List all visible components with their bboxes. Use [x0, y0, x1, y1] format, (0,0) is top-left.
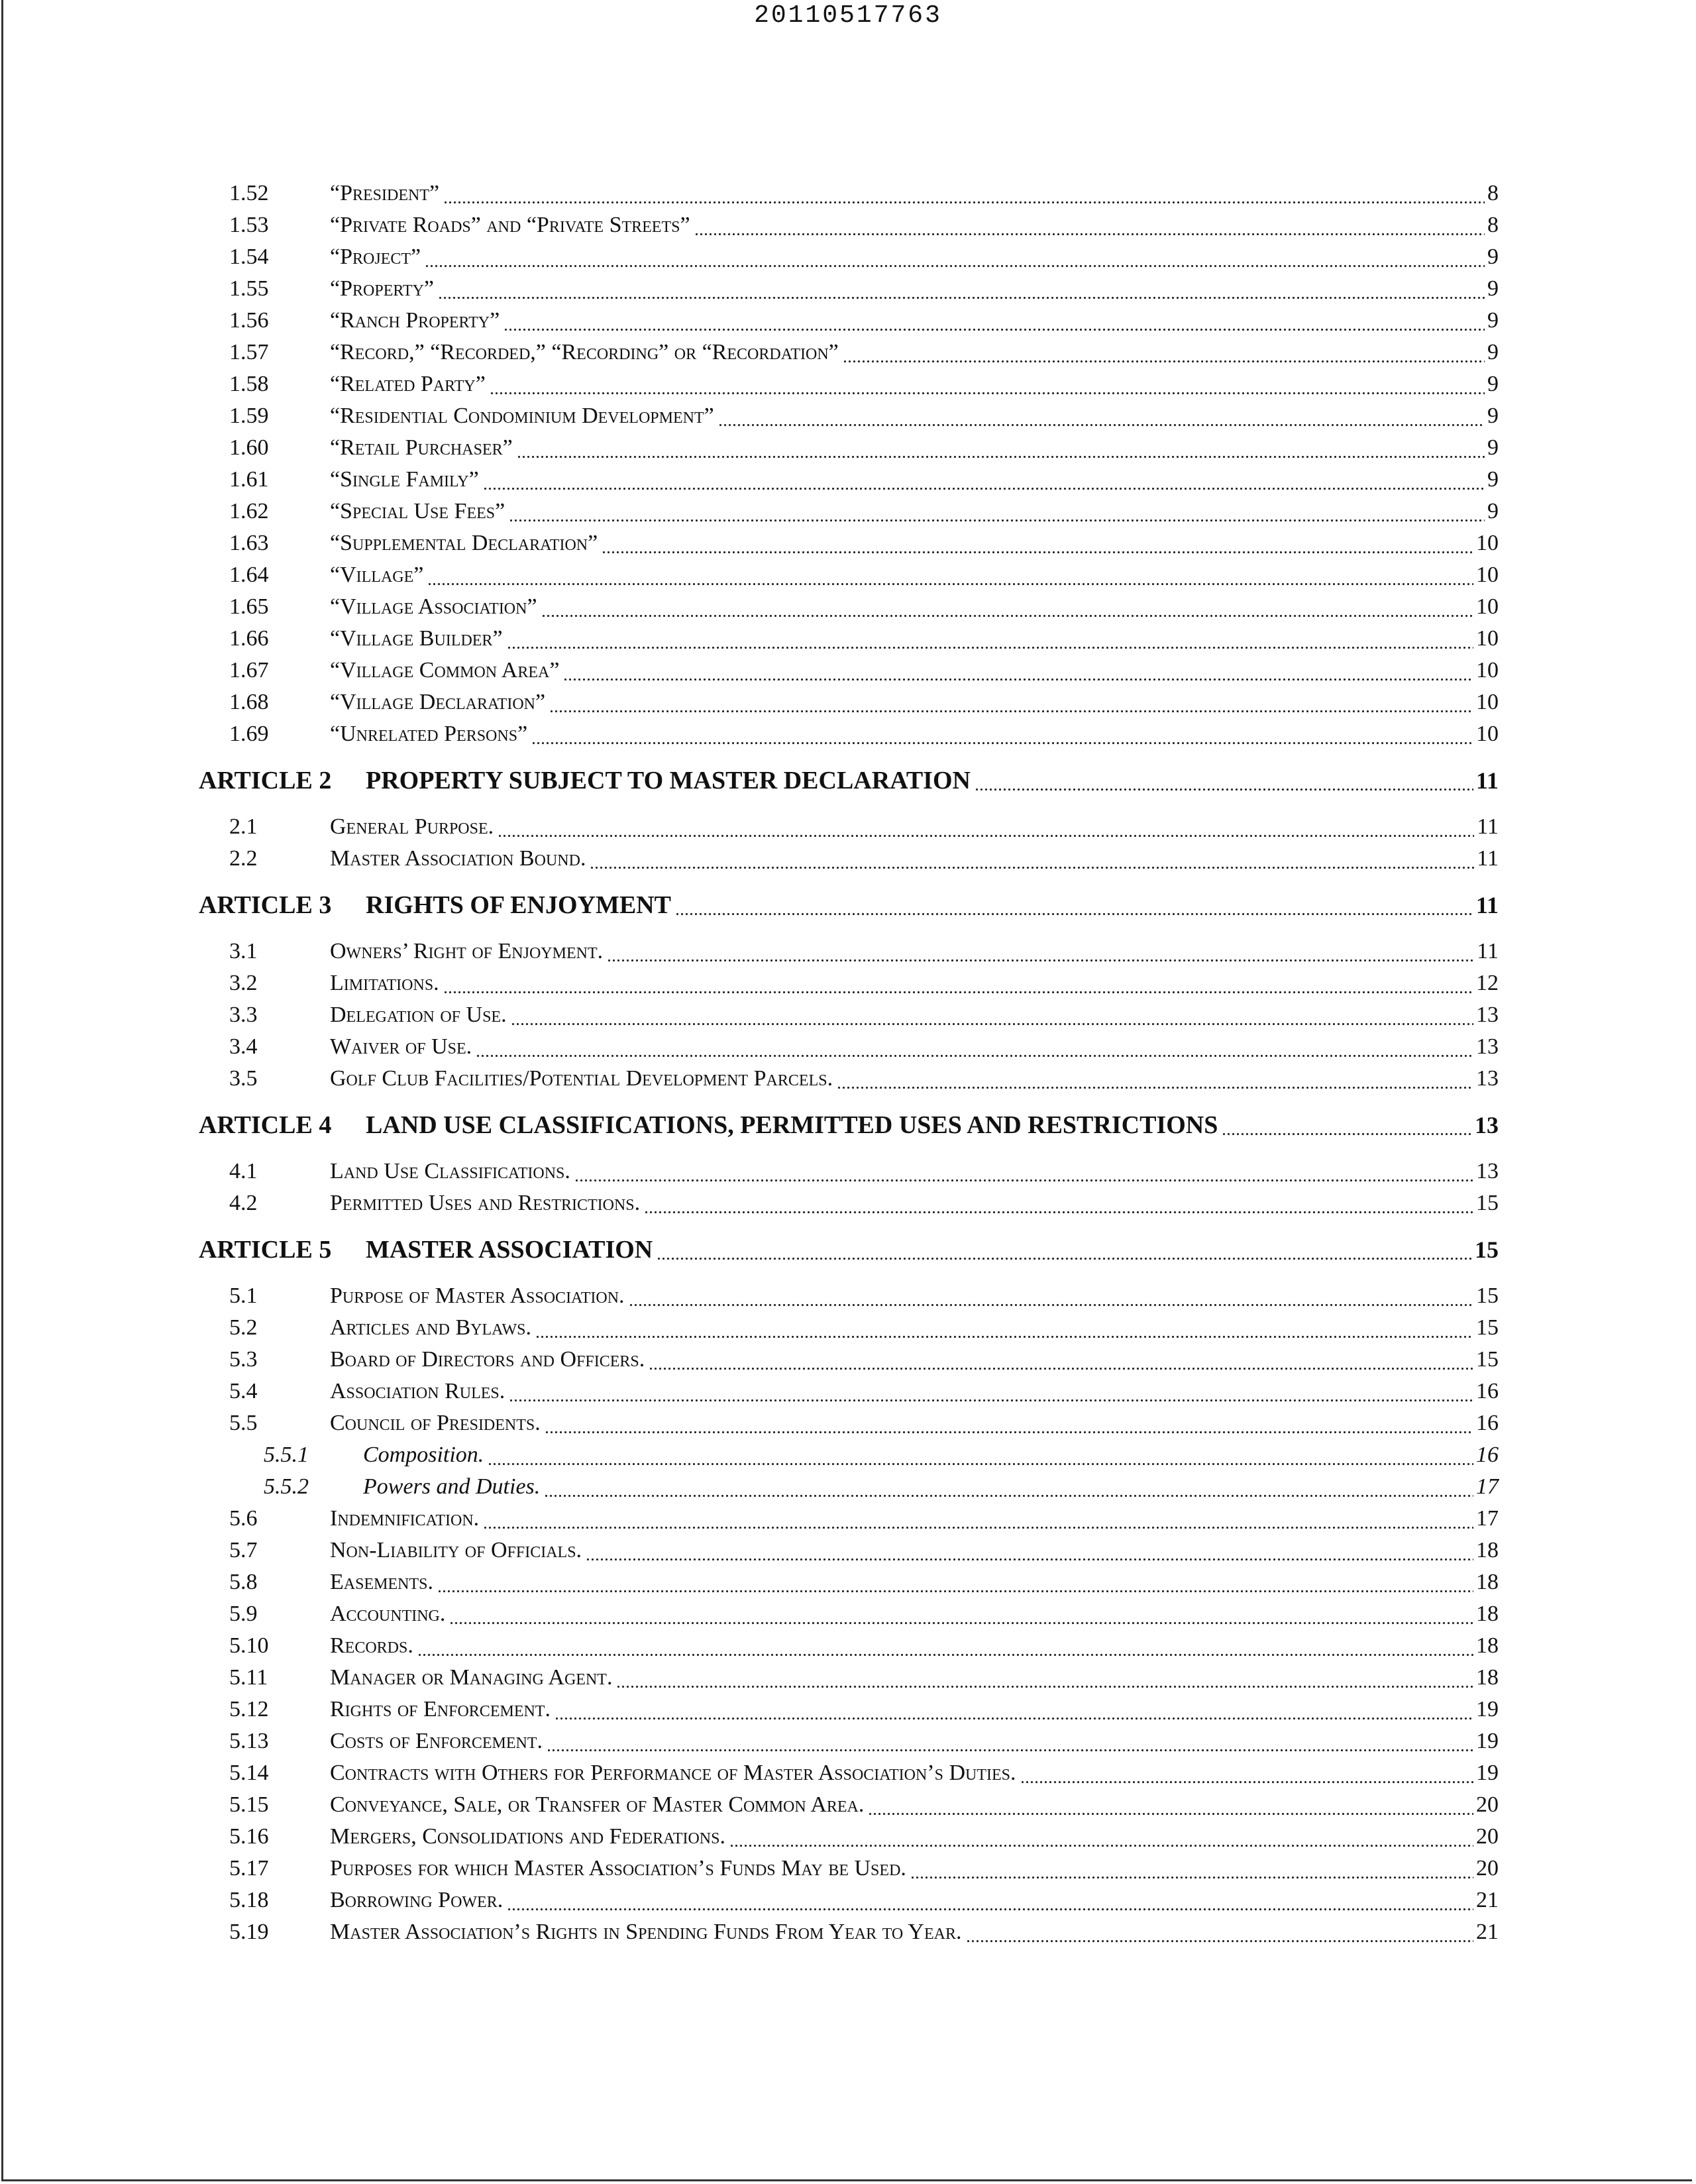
toc-title: Master Association’s Rights in Spending Funds From Year to Year.	[330, 1920, 962, 1944]
toc-number: 3.5	[229, 1066, 258, 1091]
toc-title: Composition.	[363, 1443, 484, 1467]
toc-title: “Village Common Area”	[330, 658, 560, 682]
dot-leader	[574, 1156, 1473, 1187]
dot-leader	[507, 623, 1473, 655]
dot-leader	[517, 432, 1485, 464]
toc-number: 5.5.2	[264, 1474, 309, 1499]
dot-leader	[488, 1439, 1473, 1471]
toc-entry	[0, 241, 1696, 273]
toc-page-number: 15	[1476, 1283, 1499, 1308]
toc-number: 5.18	[229, 1888, 269, 1912]
dot-leader	[427, 559, 1473, 591]
toc-number: 1.66	[229, 626, 269, 651]
toc-entry	[0, 305, 1696, 337]
dot-leader	[607, 936, 1474, 967]
dot-leader	[449, 1598, 1473, 1630]
toc-number: 1.68	[229, 690, 269, 714]
toc-number: 2.2	[229, 846, 258, 871]
toc-entry	[0, 967, 1696, 999]
toc-entry	[0, 1344, 1696, 1376]
toc-number: 2.1	[229, 814, 258, 839]
toc-page-number: 13	[1475, 1112, 1499, 1138]
dot-leader	[483, 1503, 1473, 1535]
dot-leader	[657, 1234, 1472, 1266]
toc-title: Council of Presidents.	[330, 1411, 541, 1435]
toc-title: “Supplemental Declaration”	[330, 531, 598, 555]
toc-page-number: 21	[1476, 1920, 1499, 1944]
toc-number: 5.8	[229, 1570, 258, 1594]
toc-page-number: 20	[1476, 1792, 1499, 1817]
toc-page-number: 20	[1476, 1824, 1499, 1849]
toc-number: 1.52	[229, 181, 269, 205]
toc-entry	[0, 1789, 1696, 1821]
toc-page-number: 18	[1476, 1665, 1499, 1690]
dot-leader	[535, 1312, 1473, 1344]
toc-title: “Unrelated Persons”	[330, 722, 528, 746]
dot-leader	[675, 889, 1473, 921]
toc-number: 5.16	[229, 1824, 269, 1849]
toc-entry	[0, 1662, 1696, 1694]
toc-title: Land Use Classifications.	[330, 1159, 570, 1183]
toc-page-number: 16	[1476, 1443, 1499, 1467]
toc-entry	[0, 1407, 1696, 1439]
toc-entry	[0, 464, 1696, 496]
toc-entry	[0, 718, 1696, 750]
toc-entry	[0, 496, 1696, 527]
toc-number: ARTICLE 4	[199, 1111, 332, 1139]
dot-leader	[694, 209, 1485, 241]
toc-title: Accounting.	[330, 1602, 446, 1626]
toc-entry	[0, 1916, 1696, 1948]
toc-number: 3.4	[229, 1034, 258, 1059]
toc-title: Waiver of Use.	[330, 1034, 472, 1059]
toc-page-number: 17	[1476, 1474, 1499, 1499]
toc-title: Master Association Bound.	[330, 846, 586, 871]
toc-page-number: 15	[1476, 1191, 1499, 1215]
toc-title: “Retail Purchaser”	[330, 435, 513, 460]
toc-page-number: 20	[1476, 1856, 1499, 1881]
toc-number: 5.1	[229, 1283, 258, 1308]
toc-title: Rights of Enforcement.	[330, 1697, 551, 1721]
dot-leader	[563, 655, 1473, 686]
dot-leader	[629, 1280, 1473, 1312]
toc-number: 3.2	[229, 971, 258, 995]
dot-leader	[544, 1471, 1473, 1503]
toc-number: 1.65	[229, 594, 269, 619]
toc-page-number: 9	[1487, 372, 1499, 396]
toc-page-number: 21	[1476, 1888, 1499, 1912]
dot-leader	[417, 1630, 1473, 1662]
dot-leader	[531, 718, 1473, 750]
dot-leader	[490, 368, 1485, 400]
dot-leader	[507, 1884, 1473, 1916]
toc-page-number: 13	[1476, 1066, 1499, 1091]
toc-title: Powers and Duties.	[363, 1474, 541, 1499]
dot-leader	[547, 1725, 1473, 1757]
toc-title: Purposes for which Master Association’s Funds May be Used.	[330, 1856, 906, 1881]
toc-title: Manager or Managing Agent.	[330, 1665, 613, 1690]
toc-page-number: 18	[1476, 1633, 1499, 1658]
dot-leader	[616, 1662, 1473, 1694]
toc-number: 1.56	[229, 308, 269, 333]
toc-entry	[0, 1312, 1696, 1344]
toc-entry	[0, 811, 1696, 843]
toc-title: “President”	[330, 181, 440, 205]
toc-title: Records.	[330, 1633, 413, 1658]
toc-entry	[0, 1630, 1696, 1662]
toc-page-number: 10	[1476, 722, 1499, 746]
toc-title: LAND USE CLASSIFICATIONS, PERMITTED USES AND RESTRICTIONS	[366, 1111, 1218, 1139]
toc-article-heading	[0, 765, 1696, 796]
toc-title: Conveyance, Sale, or Transfer of Master Common Area.	[330, 1792, 865, 1817]
toc-page-number: 9	[1487, 245, 1499, 269]
toc-number: 3.1	[229, 939, 258, 963]
toc-entry	[0, 1031, 1696, 1063]
toc-page-number: 12	[1476, 971, 1499, 995]
toc-entry	[0, 686, 1696, 718]
dot-leader	[718, 400, 1485, 432]
toc-entry	[0, 400, 1696, 432]
toc-page-number: 13	[1476, 1003, 1499, 1027]
toc-title: “Related Party”	[330, 372, 486, 396]
dot-leader	[498, 811, 1474, 843]
toc-entry	[0, 1757, 1696, 1789]
dot-leader	[511, 999, 1473, 1031]
toc-entry	[0, 655, 1696, 686]
toc-number: 5.4	[229, 1379, 258, 1403]
toc-title: Permitted Uses and Restrictions.	[330, 1191, 641, 1215]
dot-leader	[545, 1407, 1473, 1439]
dot-leader	[837, 1063, 1473, 1095]
toc-entry	[0, 843, 1696, 875]
toc-entry	[0, 432, 1696, 464]
toc-title: “Single Family”	[330, 467, 479, 492]
toc-number: 1.69	[229, 722, 269, 746]
toc-number: 5.6	[229, 1506, 258, 1531]
toc-title: MASTER ASSOCIATION	[366, 1236, 653, 1264]
toc-number: 5.15	[229, 1792, 269, 1817]
toc-page-number: 9	[1487, 467, 1499, 492]
toc-title: “Residential Condominium Development”	[330, 404, 714, 428]
toc-page-number: 13	[1476, 1034, 1499, 1059]
toc-number: 1.54	[229, 245, 269, 269]
toc-number: 5.7	[229, 1538, 258, 1562]
toc-entry	[0, 623, 1696, 655]
toc-entry	[0, 527, 1696, 559]
toc-entry	[0, 1821, 1696, 1853]
toc-number: 4.2	[229, 1191, 258, 1215]
toc-number: 5.10	[229, 1633, 269, 1658]
toc-number: 5.12	[229, 1697, 269, 1721]
toc-article-heading	[0, 1109, 1696, 1141]
toc-entry	[0, 1598, 1696, 1630]
dot-leader	[541, 591, 1473, 623]
toc-number: ARTICLE 2	[199, 767, 332, 794]
toc-number: 5.5.1	[264, 1443, 309, 1467]
toc-entry	[0, 1280, 1696, 1312]
toc-number: 1.59	[229, 404, 269, 428]
toc-entry	[0, 1535, 1696, 1566]
dot-leader	[425, 241, 1485, 273]
toc-page-number: 18	[1476, 1538, 1499, 1562]
dot-leader	[910, 1853, 1473, 1884]
dot-leader	[1222, 1109, 1472, 1141]
toc-page-number: 18	[1476, 1570, 1499, 1594]
dot-leader	[483, 464, 1485, 496]
dot-leader	[644, 1187, 1473, 1219]
toc-entry	[0, 273, 1696, 305]
toc-title: “Village Association”	[330, 594, 537, 619]
dot-leader	[975, 765, 1473, 796]
toc-entry	[0, 1503, 1696, 1535]
toc-page-number: 17	[1476, 1506, 1499, 1531]
toc-title: “Ranch Property”	[330, 308, 500, 333]
toc-page-number: 15	[1475, 1236, 1499, 1263]
toc-title: “Record,” “Recorded,” “Recording” or “Recordation”	[330, 340, 839, 364]
toc-entry	[0, 1884, 1696, 1916]
toc-page-number: 10	[1476, 690, 1499, 714]
toc-subentry	[0, 1439, 1696, 1471]
toc-entry	[0, 178, 1696, 209]
toc-title: Indemnification.	[330, 1506, 480, 1531]
toc-entry	[0, 1187, 1696, 1219]
dot-leader	[509, 1376, 1473, 1407]
dot-leader	[443, 967, 1473, 999]
dot-leader	[509, 496, 1485, 527]
toc-title: Association Rules.	[330, 1379, 505, 1403]
toc-number: 5.14	[229, 1761, 269, 1785]
toc-entry	[0, 209, 1696, 241]
dot-leader	[729, 1821, 1473, 1853]
toc-title: Articles and Bylaws.	[330, 1315, 532, 1340]
toc-page-number: 10	[1476, 658, 1499, 682]
toc-title: RIGHTS OF ENJOYMENT	[366, 891, 671, 919]
dot-leader	[549, 686, 1473, 718]
toc-article-heading	[0, 889, 1696, 921]
toc-title: General Purpose.	[330, 814, 494, 839]
toc-page-number: 11	[1477, 939, 1499, 963]
toc-page-number: 9	[1487, 340, 1499, 364]
toc-page-number: 19	[1476, 1697, 1499, 1721]
toc-title: Purpose of Master Association.	[330, 1283, 625, 1308]
toc-page-number: 10	[1476, 563, 1499, 587]
toc-number: 1.67	[229, 658, 269, 682]
dot-leader	[868, 1789, 1473, 1821]
toc-page-number: 19	[1476, 1729, 1499, 1753]
toc-number: 1.58	[229, 372, 269, 396]
toc-number: ARTICLE 5	[199, 1236, 332, 1264]
toc-page-number: 15	[1476, 1347, 1499, 1372]
toc-entry	[0, 337, 1696, 368]
dot-leader	[843, 337, 1485, 368]
dot-leader	[1020, 1757, 1473, 1789]
toc-title: “Project”	[330, 245, 421, 269]
dot-leader	[438, 273, 1485, 305]
toc-page-number: 9	[1487, 435, 1499, 460]
toc-title: Easements.	[330, 1570, 433, 1594]
toc-page-number: 8	[1487, 213, 1499, 237]
toc-entry	[0, 936, 1696, 967]
toc-number: 5.17	[229, 1856, 269, 1881]
toc-page-number: 18	[1476, 1602, 1499, 1626]
toc-title: Limitations.	[330, 971, 439, 995]
toc-title: “Special Use Fees”	[330, 499, 505, 523]
dot-leader	[966, 1916, 1473, 1948]
toc-number: 1.53	[229, 213, 269, 237]
toc-number: 5.3	[229, 1347, 258, 1372]
toc-page-number: 10	[1476, 531, 1499, 555]
toc-title: Contracts with Others for Performance of Master Association’s Duties.	[330, 1761, 1016, 1785]
toc-page-number: 11	[1477, 846, 1499, 871]
dot-leader	[555, 1694, 1473, 1725]
toc-number: 5.9	[229, 1602, 258, 1626]
document-number: 20110517763	[754, 1, 942, 30]
toc-entry	[0, 1156, 1696, 1187]
toc-article-heading	[0, 1234, 1696, 1266]
toc-entry	[0, 1694, 1696, 1725]
toc-number: 4.1	[229, 1159, 258, 1183]
toc-number: 5.13	[229, 1729, 269, 1753]
toc-number: 1.55	[229, 276, 269, 301]
dot-leader	[649, 1344, 1473, 1376]
toc-title: “Private Roads” and “Private Streets”	[330, 213, 690, 237]
toc-title: PROPERTY SUBJECT TO MASTER DECLARATION	[366, 767, 971, 794]
toc-page-number: 15	[1476, 1315, 1499, 1340]
toc-title: Golf Club Facilities/Potential Development Parcels.	[330, 1066, 833, 1091]
toc-entry	[0, 559, 1696, 591]
toc-title: “Village Builder”	[330, 626, 503, 651]
toc-entry	[0, 1725, 1696, 1757]
toc-title: Delegation of Use.	[330, 1003, 507, 1027]
toc-page-number: 9	[1487, 276, 1499, 301]
toc-page-number: 16	[1476, 1379, 1499, 1403]
toc-entry	[0, 1376, 1696, 1407]
toc-subentry	[0, 1471, 1696, 1503]
toc-page-number: 8	[1487, 181, 1499, 205]
toc-page-number: 9	[1487, 308, 1499, 333]
toc-entry	[0, 1063, 1696, 1095]
toc-number: 1.62	[229, 499, 269, 523]
toc-number: 5.5	[229, 1411, 258, 1435]
toc-page-number: 19	[1476, 1761, 1499, 1785]
toc-page-number: 9	[1487, 499, 1499, 523]
toc-title: “Village”	[330, 563, 424, 587]
toc-title: Board of Directors and Officers.	[330, 1347, 645, 1372]
toc-number: 5.19	[229, 1920, 269, 1944]
toc-title: “Property”	[330, 276, 434, 301]
toc-title: Non-Liability of Officials.	[330, 1538, 582, 1562]
dot-leader	[476, 1031, 1473, 1063]
toc-number: ARTICLE 3	[199, 891, 332, 919]
toc-title: Borrowing Power.	[330, 1888, 504, 1912]
dot-leader	[504, 305, 1485, 337]
toc-entry	[0, 999, 1696, 1031]
dot-leader	[602, 527, 1473, 559]
toc-title: Owners’ Right of Enjoyment.	[330, 939, 604, 963]
toc-number: 5.11	[229, 1665, 268, 1690]
toc-page-number: 16	[1476, 1411, 1499, 1435]
toc-number: 3.3	[229, 1003, 258, 1027]
toc-page-number: 11	[1475, 767, 1499, 794]
toc-page-number: 11	[1475, 892, 1499, 918]
toc-title: Costs of Enforcement.	[330, 1729, 543, 1753]
toc-page-number: 10	[1476, 594, 1499, 619]
toc-page-number: 10	[1476, 626, 1499, 651]
dot-leader	[590, 843, 1474, 875]
toc-title: Mergers, Consolidations and Federations.	[330, 1824, 725, 1849]
toc-entry	[0, 591, 1696, 623]
toc-page-number: 13	[1476, 1159, 1499, 1183]
toc-entry	[0, 368, 1696, 400]
toc-number: 1.64	[229, 563, 269, 587]
toc-page-number: 9	[1487, 404, 1499, 428]
toc-number: 1.60	[229, 435, 269, 460]
dot-leader	[586, 1535, 1473, 1566]
toc-entry	[0, 1566, 1696, 1598]
dot-leader	[437, 1566, 1473, 1598]
toc-page-number: 11	[1477, 814, 1499, 839]
toc-number: 5.2	[229, 1315, 258, 1340]
dot-leader	[443, 178, 1485, 209]
toc-number: 1.63	[229, 531, 269, 555]
toc-title: “Village Declaration”	[330, 690, 546, 714]
toc-number: 1.61	[229, 467, 269, 492]
toc-number: 1.57	[229, 340, 269, 364]
toc-entry	[0, 1853, 1696, 1884]
